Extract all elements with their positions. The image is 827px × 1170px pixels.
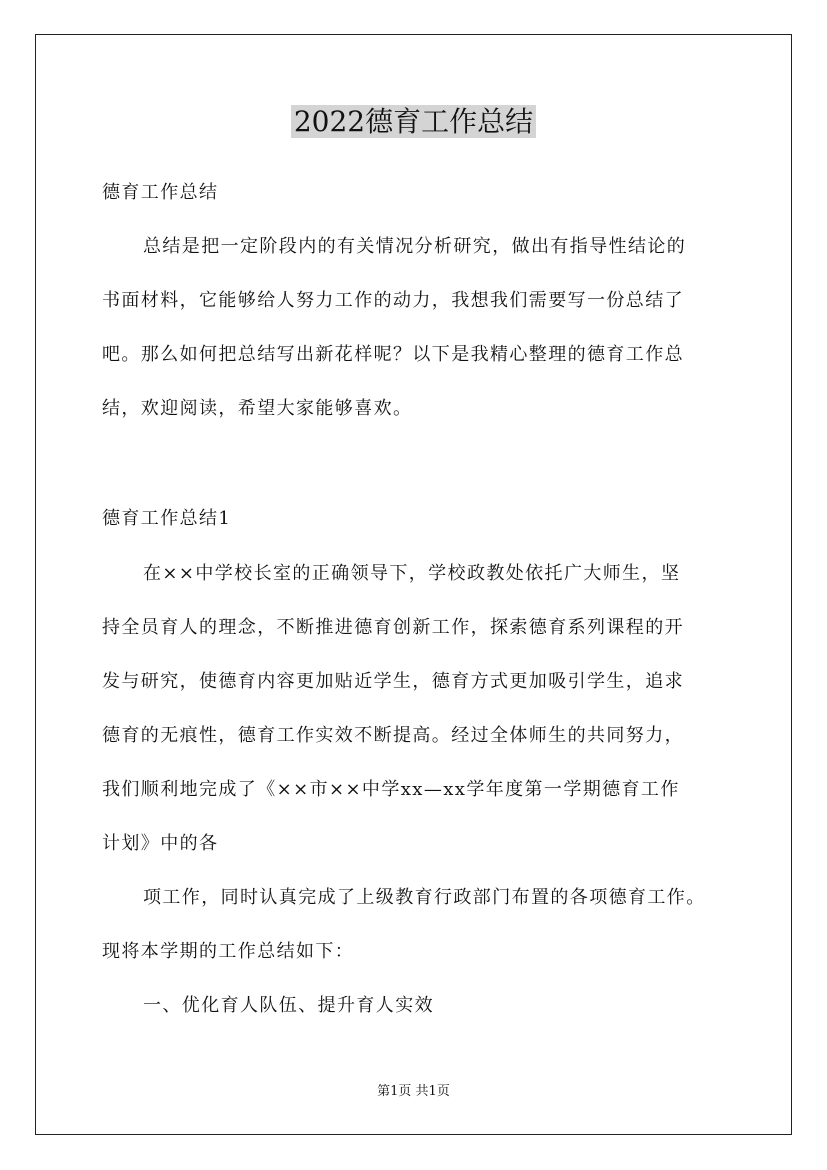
section1-heading: 德育工作总结1 (102, 508, 232, 529)
section1-line-6: 计划》中的各 (102, 833, 219, 854)
intro-heading: 德育工作总结 (102, 182, 219, 203)
subheading-1: 一、优化育人队伍、提升育人实效 (143, 995, 434, 1016)
section1-line-3: 发与研究，使德育内容更加贴近学生，德育方式更加吸引学生，追求 (102, 671, 684, 692)
section1-line-2: 持全员育人的理念，不断推进德育创新工作，探索德育系列课程的开 (102, 617, 684, 638)
intro-line-4: 结，欢迎阅读，希望大家能够喜欢。 (102, 398, 413, 419)
intro-line-2: 书面材料，它能够给人努力工作的动力，我想我们需要写一份总结了 (102, 290, 684, 311)
section1-line-8: 现将本学期的工作总结如下： (102, 941, 355, 962)
section1-line-5: 我们顺利地完成了《××市××中学xx—xx学年度第一学期德育工作 (102, 779, 680, 800)
intro-line-1: 总结是把一定阶段内的有关情况分析研究，做出有指导性结论的 (143, 236, 687, 257)
section1-line-7: 项工作，同时认真完成了上级教育行政部门布置的各项德育工作。 (143, 887, 706, 908)
document-title-text: 2022德育工作总结 (291, 105, 536, 138)
section1-line-4: 德育的无痕性，德育工作实效不断提高。经过全体师生的共同努力， (102, 725, 684, 746)
section1-line-1: 在××中学校长室的正确领导下，学校政教处依托广大师生，坚 (143, 563, 681, 584)
intro-line-3: 吧。那么如何把总结写出新花样呢？以下是我精心整理的德育工作总 (102, 344, 684, 365)
document-title (0, 103, 827, 141)
page-footer: 第1页 共1页 (377, 1084, 450, 1099)
